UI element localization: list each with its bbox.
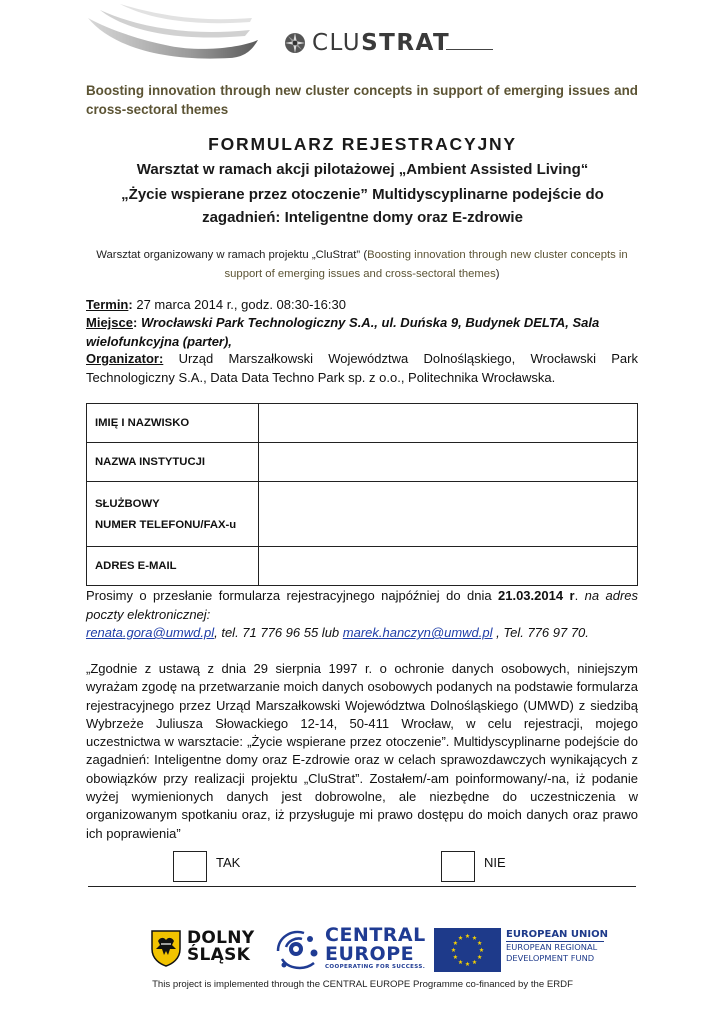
contact-line: renata.gora@umwd.pl, tel. 71 776 96 55 lub marek.hanczyn@umwd.pl , Tel. 776 97 70. (86, 625, 589, 640)
registration-table (86, 403, 638, 586)
organized-note: Warsztat organizowany w ramach projektu „CluStrat” (Boosting innovation through new cluster concepts in support of emerging issues and cross-sectoral themes) (96, 249, 628, 280)
field-label-phone: SŁUŻBOWY NUMER TELEFONU/FAX-u (87, 482, 259, 547)
footer-note: This project is implemented through the CENTRAL EUROPE Programme co-financed by the ERDF (152, 979, 573, 990)
form-title: FORMULARZ REJESTRACYJNY (208, 134, 517, 154)
event-term: Termin: 27 marca 2014 r., godz. 08:30-16:30 (86, 297, 346, 312)
institution-input[interactable] (259, 443, 638, 482)
clustrat-swoosh-icon (80, 0, 260, 70)
field-label-name: IMIĘ I NAZWISKO (87, 404, 259, 443)
field-label-email: ADRES E-MAIL (87, 547, 259, 586)
footer-divider (88, 886, 636, 887)
table-row (87, 547, 638, 586)
brand-underline (446, 49, 493, 50)
phone-input[interactable] (259, 482, 638, 547)
clustrat-logo (284, 30, 450, 56)
consent-no-checkbox[interactable] (441, 851, 475, 882)
name-input[interactable] (259, 404, 638, 443)
erdf-wordmark: EUROPEAN UNION EUROPEAN REGIONAL DEVELOPMENT FUND (506, 929, 608, 963)
dolny-slask-crest-icon (150, 929, 182, 967)
workshop-subtitle-line3: zagadnień: Inteligentne domy oraz E-zdrowie (202, 209, 523, 226)
submission-request: Prosimy o przesłanie formularza rejestracyjnego najpóźniej do dnia 21.03.2014 r. na adres poczty elektronicznej: (86, 588, 639, 622)
consent-text: „Zgodnie z ustawą z dnia 29 sierpnia 1997 r. o ochronie danych osobowych, niniejszym wyrażam zgodę na przetwarzanie moich danych osobowych podanych na podstawie formularza rejestracyjnego przez Urząd Marszałkowski Województwa Dolnośląskiego (UMWD) z siedzibą Wybrzeże Juliusza Słowackiego 12-14, 50-411 Wrocław, w celu rejestracji, mojego uczestnictwa w warsztacie: „Życie wspierane przez otoczenie”. Multidyscyplinarne podejście do zagadnień: Inteligentne domy oraz E-zdrowie oraz w celach sprawozdawczych wynikających z obowiązków przy realizacji projektu „CluStrat”. Zostałem/-am poinformowany/-na, iż podanie wyżej wymienionych danych jest dobrowolne, ale niezbędne do uczestniczenia w organizowanym spotkaniu oraz, iż przysługuje mi prawo dostępu do moich danych oraz prawo ich poprawienia” (86, 661, 638, 841)
email-link-gora[interactable]: renata.gora@umwd.pl (86, 625, 215, 640)
clustrat-wordmark: CLUSTRAT (312, 30, 451, 56)
event-place: Miejsce: Wrocławski Park Technologiczny S.A., ul. Duńska 9, Budynek DELTA, Sala wielofunkcyjna (parter), (86, 315, 600, 349)
email-link-hanczyn[interactable]: marek.hanczyn@umwd.pl (342, 625, 493, 640)
clustrat-mark-icon (284, 32, 306, 54)
project-tagline: Boosting innovation through new cluster concepts in support of emerging issues and cross-sectoral themes (86, 83, 638, 117)
table-row (87, 443, 638, 482)
central-europe-wordmark: CENTRAL EUROPE COOPERATING FOR SUCCESS. (325, 924, 426, 970)
consent-yes-label: TAK (216, 855, 241, 870)
workshop-subtitle-line2: „Życie wspierane przez otoczenie” Multidyscyplinarne podejście do (121, 186, 604, 203)
table-row (87, 404, 638, 443)
event-organizer: Organizator: Urząd Marszałkowski Województwa Dolnośląskiego, Wrocławski Park Technologiczny S.A., Data Data Techno Park sp. z o.o., Politechnika Wrocławska. (86, 351, 638, 385)
consent-no-label: NIE (484, 855, 506, 870)
eu-flag-icon (434, 928, 501, 972)
dolny-slask-wordmark: DOLNY ŚLĄSK (187, 928, 255, 965)
consent-yes-checkbox[interactable] (173, 851, 207, 882)
email-input[interactable] (259, 547, 638, 586)
table-row (87, 482, 638, 547)
workshop-subtitle-line1: Warsztat w ramach akcji pilotażowej „Ambient Assisted Living“ (136, 161, 589, 178)
field-label-institution: NAZWA INSTYTUCJI (87, 443, 259, 482)
